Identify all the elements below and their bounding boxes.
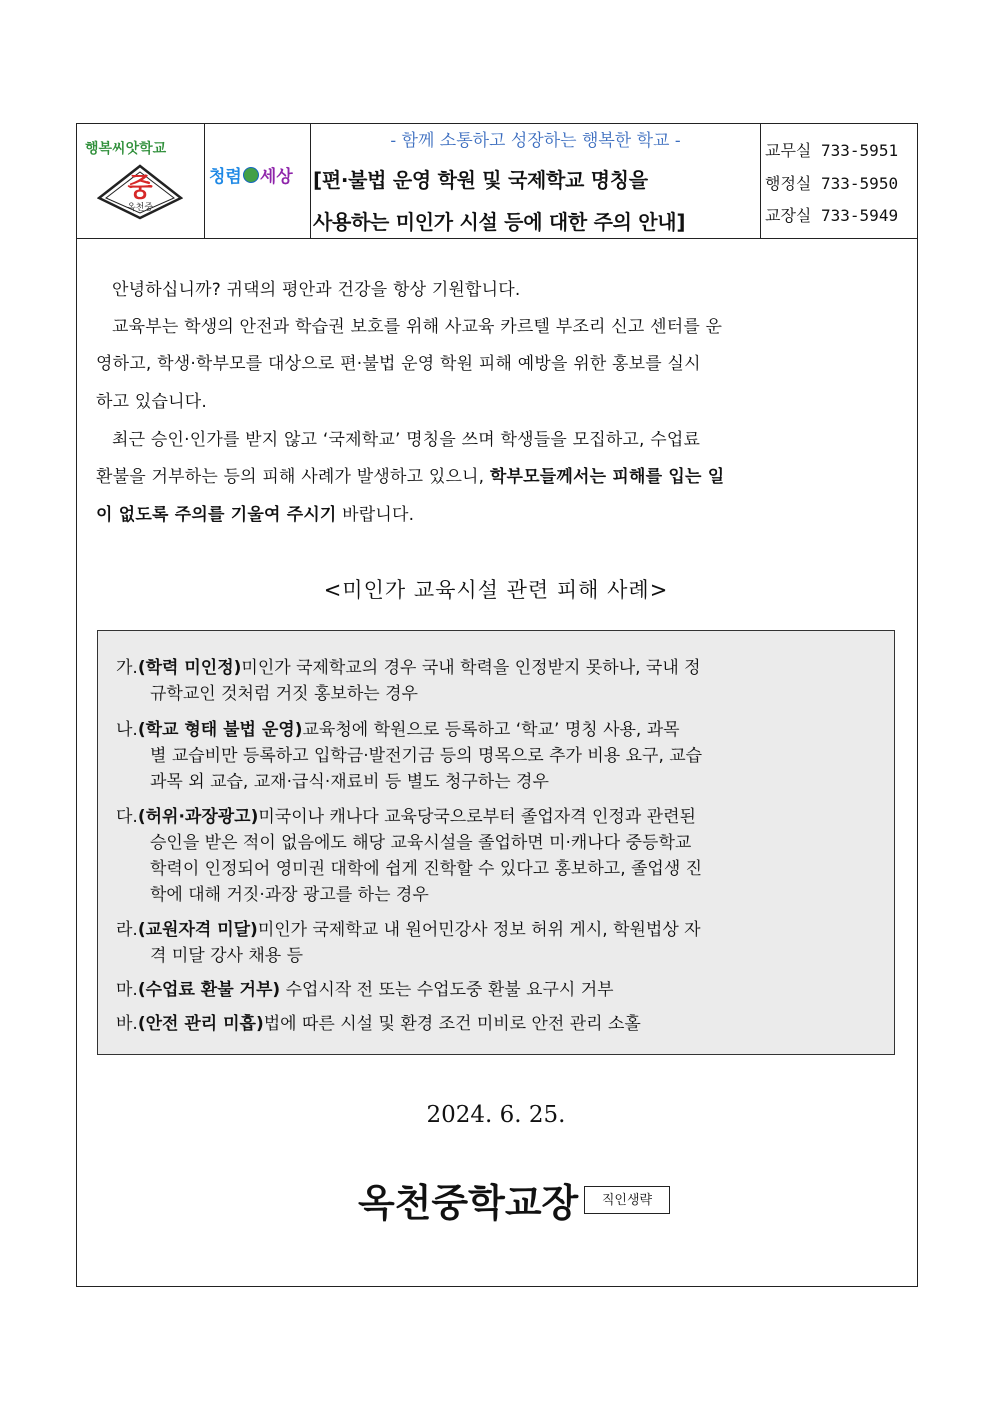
clean-logo-word: 청렴 bbox=[209, 167, 242, 187]
case-item-continued: 과목 외 교습, 교재·급식·재료비 등 별도 청구하는 경우 bbox=[150, 772, 549, 792]
paragraph-3-line-2: 환불을 거부하는 등의 피해 사례가 발생하고 있으니, 학부모들께서는 피해를 입는 일 bbox=[96, 467, 725, 487]
case-item: 마.(수업료 환불 거부) 수업시작 전 또는 수업도중 환불 요구시 거부 bbox=[116, 980, 614, 1000]
case-item-continued: 격 미달 강사 채용 등 bbox=[150, 946, 303, 966]
case-item-continued: 학에 대해 거짓·과장 광고를 하는 경우 bbox=[150, 885, 429, 905]
greeting-paragraph: 안녕하십니까? 귀댁의 평안과 건강을 항상 기원합니다. bbox=[112, 280, 521, 300]
emphasis-text: 학부모들께서는 피해를 입는 일 bbox=[489, 467, 725, 487]
case-item: 다.(허위·과장광고)미국이나 캐나다 교육당국으로부터 졸업자격 인정과 관련된 bbox=[116, 807, 696, 827]
clean-logo-word-2: 세상 bbox=[259, 167, 293, 187]
clean-world-logo bbox=[209, 162, 293, 187]
case-item: 라.(교원자격 미달)미인가 국제학교 내 원어민강사 정보 허위 게시, 학원법상 자 bbox=[116, 920, 701, 940]
section-title: <미인가 교육시설 관련 피해 사례> bbox=[323, 578, 669, 602]
title-cell bbox=[311, 124, 761, 238]
paragraph-3-line-1: 최근 승인·인가를 받지 않고 ‘국제학교’ 명칭을 쓰며 학생들을 모집하고, 수업료 bbox=[112, 430, 701, 450]
school-emblem-icon bbox=[97, 164, 183, 220]
notice-title-line-1: [편·불법 운영 학원 및 국제학교 명칭을 bbox=[313, 168, 648, 192]
paragraph-2-line-1: 교육부는 학생의 안전과 학습권 보호를 위해 사교육 카르텔 부조리 신고 센터를 운 bbox=[112, 317, 723, 337]
case-item-continued: 규학교인 것처럼 거짓 홍보하는 경우 bbox=[150, 684, 418, 704]
school-slogan: 행복씨앗학교 bbox=[85, 141, 167, 157]
letter-header bbox=[77, 124, 917, 239]
emblem-char: 중 bbox=[127, 173, 153, 203]
contact-office-admin: 행정실 733-5950 bbox=[765, 174, 899, 193]
notice-title-line-2: 사용하는 미인가 시설 등에 대한 주의 안내] bbox=[313, 210, 686, 234]
case-item: 바.(안전 관리 미흡)법에 따른 시설 및 환경 조건 미비로 안전 관리 소홀 bbox=[116, 1014, 641, 1034]
emblem-sub: 옥천중 bbox=[126, 203, 154, 213]
emphasis-text-2: 이 없도록 주의를 기울여 주시기 bbox=[96, 505, 337, 525]
case-item: 가.(학력 미인정)미인가 국제학교의 경우 국내 학력을 인정받지 못하나, 국내 정 bbox=[116, 658, 701, 678]
globe-icon bbox=[243, 167, 259, 183]
damage-cases-box bbox=[97, 630, 895, 1055]
principal-signature: 옥천중학교장 bbox=[358, 1181, 579, 1225]
paragraph-2-line-3: 하고 있습니다. bbox=[96, 392, 207, 412]
school-motto: - 함께 소통하고 성장하는 행복한 학교 - bbox=[390, 131, 681, 151]
clean-world-logo-cell bbox=[205, 124, 311, 238]
contact-office-academic: 교무실 733-5951 bbox=[765, 141, 899, 160]
paragraph-2-line-2: 영하고, 학생·학부모를 대상으로 편·불법 운영 학원 피해 예방을 위한 홍보를 실시 bbox=[96, 354, 701, 374]
official-seal-omitted: 직인생략 bbox=[584, 1186, 670, 1214]
issue-date: 2024. 6. 25. bbox=[426, 1102, 566, 1128]
school-logo-cell bbox=[77, 124, 205, 238]
case-item-continued: 학력이 인정되어 영미권 대학에 쉽게 진학할 수 있다고 홍보하고, 졸업생 진 bbox=[150, 859, 703, 879]
contact-cell bbox=[761, 124, 917, 238]
case-item-continued: 별 교습비만 등록하고 입학금·발전기금 등의 명목으로 추가 비용 요구, 교습 bbox=[150, 746, 703, 766]
paragraph-3-line-3: 이 없도록 주의를 기울여 주시기 바랍니다. bbox=[96, 505, 415, 525]
case-item: 나.(학교 형태 불법 운영)교육청에 학원으로 등록하고 ‘학교’ 명칭 사용, 과목 bbox=[116, 720, 680, 740]
contact-office-principal: 교장실 733-5949 bbox=[765, 206, 899, 225]
case-item-continued: 승인을 받은 적이 없음에도 해당 교육시설을 졸업하면 미·캐나다 중등학교 bbox=[150, 833, 692, 853]
